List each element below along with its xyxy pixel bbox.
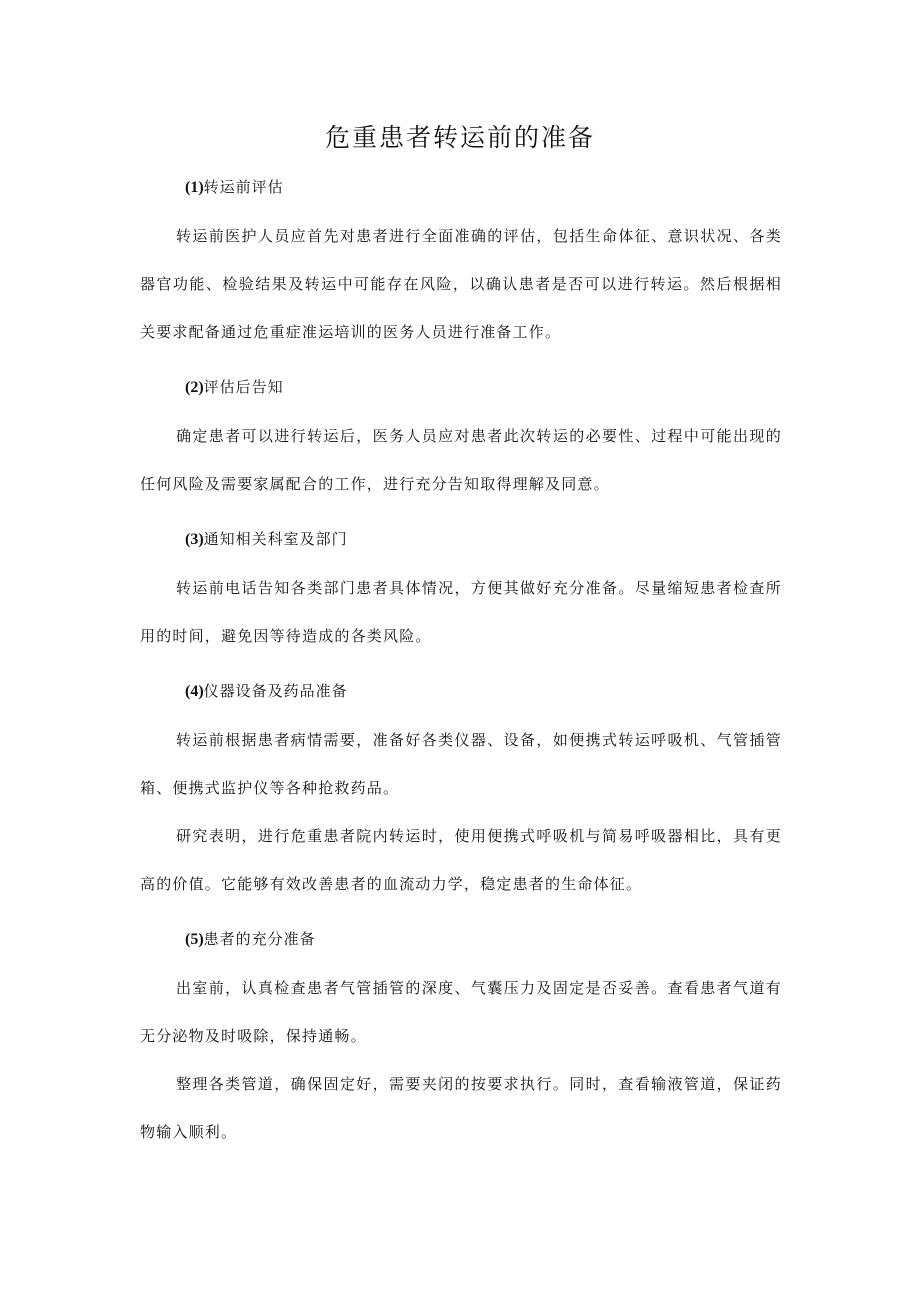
document-body [140,172,782,1156]
section-heading [140,524,782,554]
section-4 [140,676,782,908]
section-1 [140,172,782,356]
paragraph: 转运前根据患者病情需要，准备好各类仪器、设备，如便携式转运呼吸机、气管插管箱、便携式监护仪等各种抢救药品。 [140,731,782,797]
section-heading-text: 患者的充分准备 [203,930,316,948]
section-2 [140,372,782,508]
section-heading [140,676,782,706]
section-heading-text: 转运前评估 [203,178,284,196]
paragraph: 整理各类管道，确保固定好，需要夹闭的按要求执行。同时，查看输液管道，保证药物输入顺利。 [140,1075,782,1141]
section-number: (2) [185,379,204,396]
section-heading-text: 通知相关科室及部门 [203,530,348,548]
section-heading-text: 评估后告知 [203,378,284,396]
paragraph: 出室前，认真检查患者气管插管的深度、气囊压力及固定是否妥善。查看患者气道有无分泌物及时吸除，保持通畅。 [140,979,782,1045]
section-heading [140,172,782,202]
page-title: 危重患者转运前的准备 [324,123,595,152]
section-heading [140,372,782,402]
paragraph: 确定患者可以进行转运后，医务人员应对患者此次转运的必要性、过程中可能出现的任何风险及需要家属配合的工作，进行充分告知取得理解及同意。 [140,427,782,493]
section-number: (1) [185,179,204,196]
paragraph: 转运前电话告知各类部门患者具体情况，方便其做好充分准备。尽量缩短患者检查所用的时间，避免因等待造成的各类风险。 [140,579,782,645]
section-heading-text: 仪器设备及药品准备 [203,682,348,700]
section-heading [140,924,782,954]
section-3 [140,524,782,660]
section-number: (3) [185,531,204,548]
section-5 [140,924,782,1156]
section-number: (4) [185,683,204,700]
paragraph: 研究表明，进行危重患者院内转运时，使用便携式呼吸机与简易呼吸器相比，具有更高的价值。它能够有效改善患者的血流动力学，稳定患者的生命体征。 [140,827,782,893]
section-number: (5) [185,931,204,948]
paragraph: 转运前医护人员应首先对患者进行全面准确的评估，包括生命体征、意识状况、各类器官功能、检验结果及转运中可能存在风险，以确认患者是否可以进行转运。然后根据相关要求配备通过危重症准运培训的医务人员进行准备工作。 [140,227,782,341]
